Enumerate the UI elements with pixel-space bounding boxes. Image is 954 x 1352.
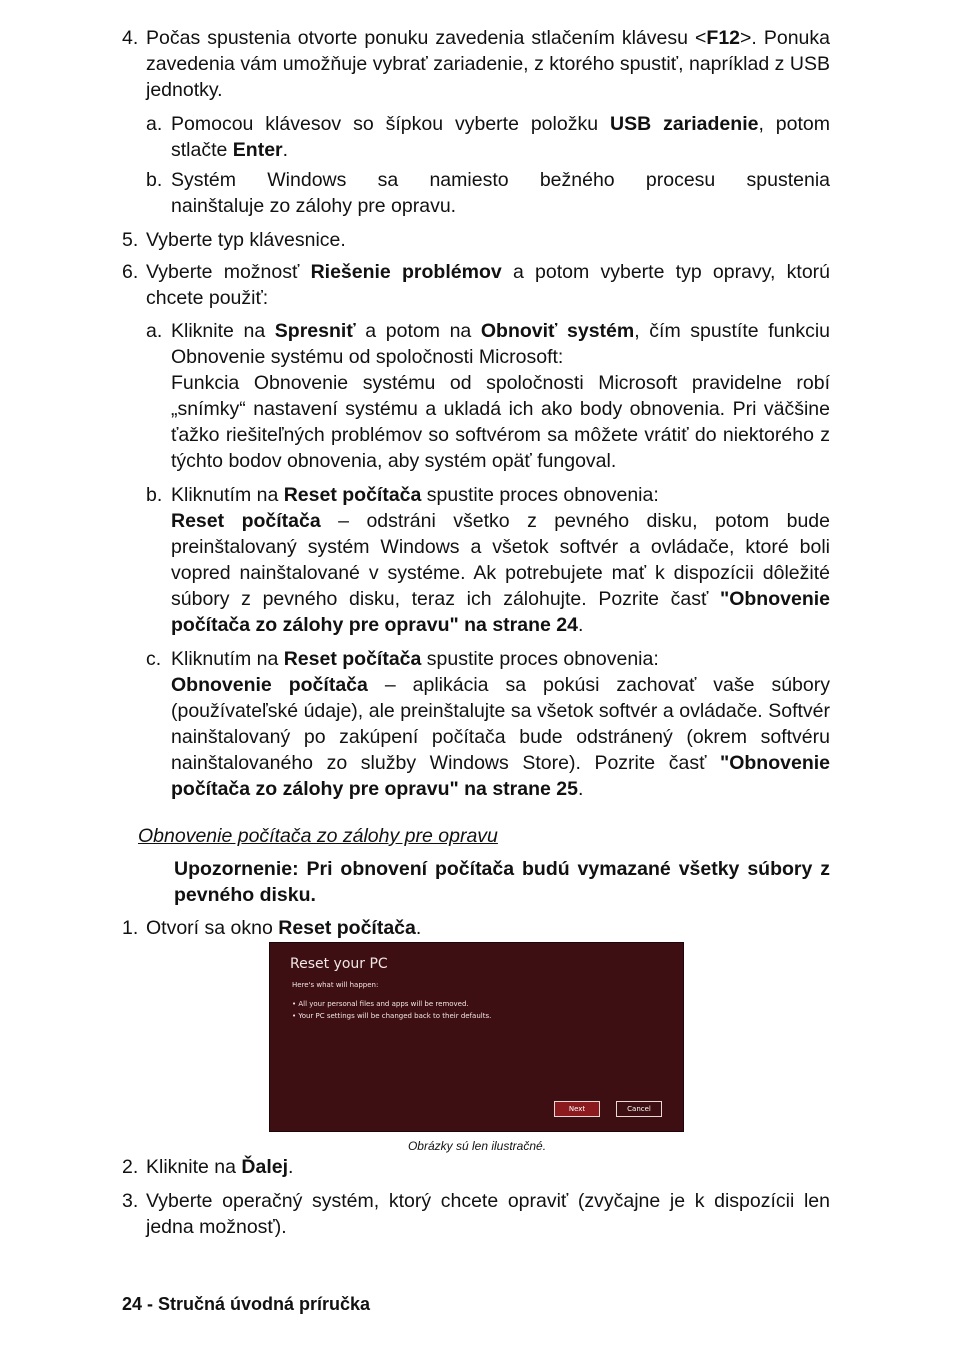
cancel-button[interactable]: Cancel	[616, 1101, 662, 1117]
screenshot-bullet: • Your PC settings will be changed back to their defaults.	[292, 1012, 492, 1020]
list-letter: a.	[146, 113, 163, 135]
list-subitem-6c	[146, 646, 830, 802]
list-number: 1.	[122, 917, 139, 939]
step-text: Vyberte operačný systém, ktorý chcete opraviť (zvyčajne je k dispozícii len jedna možnosť).	[146, 1190, 830, 1238]
list-item-5	[122, 227, 830, 253]
step-text: Kliknite na Ďalej.	[146, 1156, 294, 1178]
warning-note: Upozornenie: Pri obnovení počítača budú vymazané všetky súbory z pevného disku.	[174, 858, 830, 906]
cross-reference: "Obnovenie počítača zo zálohy pre opravu" na strane 24	[171, 588, 830, 636]
list-number: 2.	[122, 1156, 139, 1178]
screenshot-bullet-list	[292, 998, 491, 1022]
list-number: 5.	[122, 229, 139, 251]
list-item-text: Vyberte možnosť Riešenie problémov a potom vyberte typ opravy, ktorú chcete použiť:	[146, 261, 831, 309]
paragraph-refresh-pc: Obnovenie počítača – aplikácia sa pokúsi zachovať vaše súbory (používateľské údaje), ale preinštalujte sa všetok softvér a ovládače. Softvér nainštalovaný po zakúpení počítača bude odstránený (okrem softvéru nainštalovaného zo služby Windows Store). Pozrite časť "Obnovenie počítača zo zálohy pre opravu" na strane 25.	[171, 674, 830, 800]
reset-pc-screenshot	[269, 942, 684, 1132]
screenshot-bullet: • All your personal files and apps will be removed.	[292, 1000, 469, 1008]
list-subitem-6a	[146, 318, 830, 474]
list-item-text: Vyberte typ klávesnice.	[146, 229, 346, 251]
list-item-6	[122, 259, 830, 311]
step-2	[122, 1154, 830, 1180]
list-number: 3.	[122, 1190, 139, 1212]
list-item-4	[122, 25, 830, 103]
step-text: Otvorí sa okno Reset počítača.	[146, 917, 422, 939]
screenshot-subtitle: Here's what will happen:	[292, 981, 379, 989]
list-letter: b.	[146, 169, 163, 191]
paragraph-reset-pc: Reset počítača – odstráni všetko z pevného disku, potom bude preinštalovaný systém Windows a všetok softvér a ovládače, ktoré boli vopred nainštalované v systéme. Ak potrebujete mať k dispozícii dôležité súbory z pevného disku, teraz ich zálohujte. Pozrite časť "Obnovenie počítača zo zálohy pre opravu" na strane 24.	[171, 510, 830, 636]
image-caption: Obrázky sú len ilustračné.	[407, 1139, 547, 1153]
list-number: 4.	[122, 27, 139, 49]
step-1	[122, 915, 830, 941]
list-item-text: Počas spustenia otvorte ponuku zavedenia stlačením klávesu <F12>. Ponuka zavedenia vám umožňuje vybrať zariadenie, z ktorého spustiť, napríklad z USB jednotky.	[146, 27, 830, 101]
list-number: 6.	[122, 261, 139, 283]
list-subitem-6b	[146, 482, 830, 638]
list-letter: c.	[146, 648, 162, 670]
list-subitem-text: Kliknutím na Reset počítača spustite proces obnovenia: Reset počítača – odstráni všetko z pevného disku, potom bude preinštalovaný systém Windows a všetok softvér a ovládače, ktoré boli vopred nainštalované v systéme. Ak potrebujete mať k dispozícii dôležité súbory z pevného disku, teraz ich zálohujte. Pozrite časť "Obnovenie počítača zo zálohy pre opravu" na strane 24.	[171, 484, 830, 636]
next-button[interactable]: Next	[554, 1101, 600, 1117]
list-subitem-text: Kliknutím na Reset počítača spustite proces obnovenia: Obnovenie počítača – aplikácia sa pokúsi zachovať vaše súbory (používateľské údaje), ale preinštalujte sa všetok softvér a ovládače. Softvér nainštalovaný po zakúpení počítača bude odstránený (okrem softvéru nainštalovaného zo služby Windows Store). Pozrite časť "Obnovenie počítača zo zálohy pre opravu" na strane 25.	[171, 648, 830, 800]
cross-reference: "Obnovenie počítača zo zálohy pre opravu" na strane 25	[171, 752, 830, 800]
list-subitem-4b	[146, 167, 830, 219]
paragraph-system-restore: Funkcia Obnovenie systému od spoločnosti Microsoft pravidelne robí „snímky“ nastavení systému a ukladá ich ako body obnovenia. Pri väčšine ťažko riešiteľných problémov so softvérom sa môžete vrátiť do niektorého z týchto bodov obnovenia, aby systém opäť fungoval.	[171, 372, 830, 472]
list-subitem-4a	[146, 111, 830, 163]
list-subitem-text: Kliknite na Spresniť a potom na Obnoviť systém, čím spustíte funkciu Obnovenie systému od spoločnosti Microsoft: Funkcia Obnovenie systému od spoločnosti Microsoft pravidelne robí „snímky“ nastavení systému a ukladá ich ako body obnovenia. Pri väčšine ťažko riešiteľných problémov so softvérom sa môžete vrátiť do niektorého z týchto bodov obnovenia, aby systém opäť fungoval.	[171, 320, 830, 472]
list-letter: a.	[146, 320, 163, 342]
screenshot-title: Reset your PC	[290, 956, 388, 972]
section-heading: Obnovenie počítača zo zálohy pre opravu	[138, 825, 498, 847]
step-3	[122, 1188, 830, 1240]
list-subitem-text: Systém Windows sa namiesto bežného procesu spustenia nainštaluje zo zálohy pre opravu.	[171, 169, 830, 217]
page-footer: 24 - Stručná úvodná príručka	[122, 1294, 371, 1314]
list-letter: b.	[146, 484, 163, 506]
list-subitem-text: Pomocou klávesov so šípkou vyberte položku USB zariadenie, potom stlačte Enter.	[171, 113, 830, 161]
